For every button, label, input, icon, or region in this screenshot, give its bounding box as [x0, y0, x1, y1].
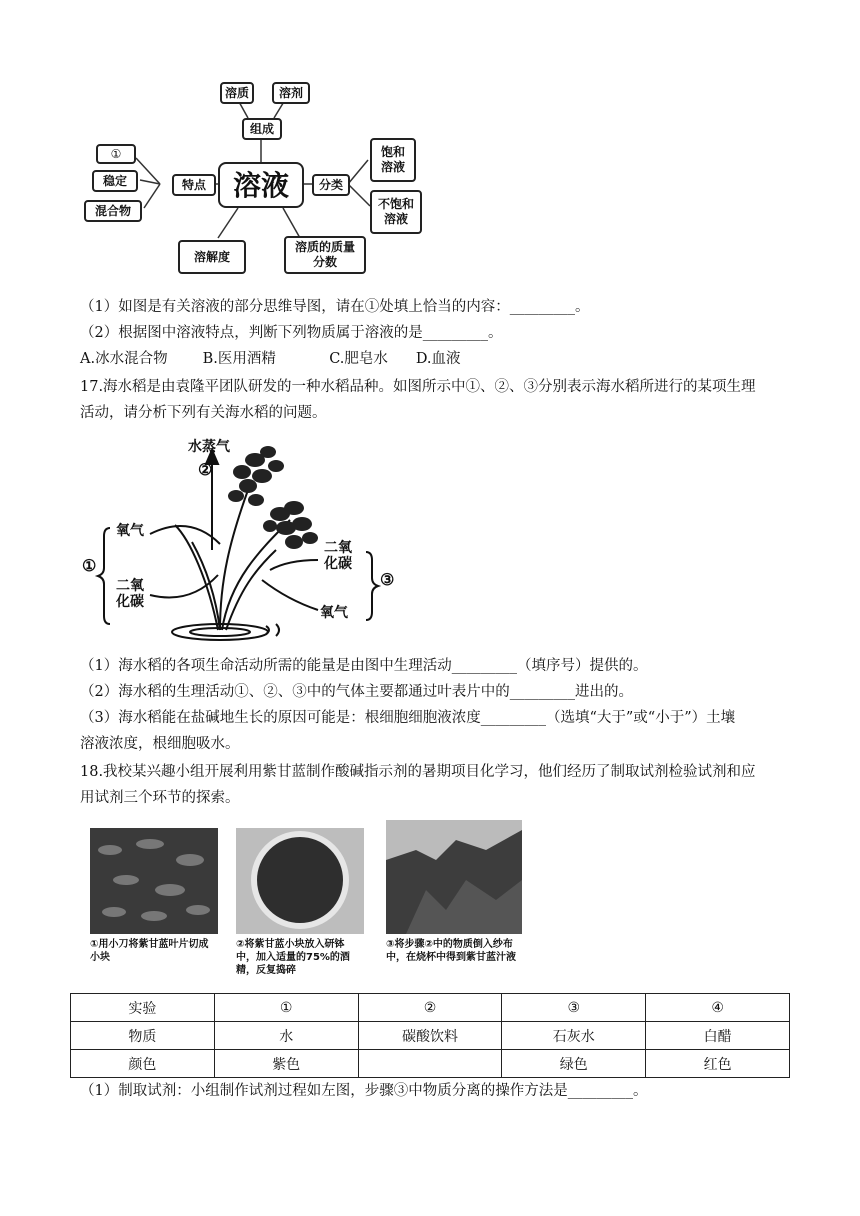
node-mixture: 混合物	[84, 200, 142, 222]
solution-mind-map	[78, 78, 438, 276]
table-row	[71, 1022, 790, 1050]
table-row	[71, 994, 790, 1022]
table-cell: ②	[358, 994, 502, 1022]
caption-step-2: ②将紫甘蓝小块放入研钵中，加入适量的75%的酒精，反复捣碎	[236, 939, 350, 976]
node-solution: 溶液	[218, 162, 304, 208]
table-cell: 颜色	[71, 1050, 215, 1078]
table-cell: 石灰水	[502, 1022, 646, 1050]
q18-part1: （1）制取试剂：小组制作试剂过程如左图，步骤③中物质分离的操作方法是_________。	[80, 1083, 648, 1099]
label-co2-right: 二氧化碳	[324, 540, 352, 572]
node-saturated: 饱和溶液	[370, 138, 416, 182]
q16-part1: （1）如图是有关溶液的部分思维导图，请在①处填上恰当的内容：_________。	[80, 299, 590, 315]
procedure-photos	[90, 820, 530, 990]
table-cell: 水	[214, 1022, 358, 1050]
q17-stem-line2: 活动，请分析下列有关海水稻的问题。	[80, 405, 327, 421]
node-solute: 溶质	[220, 82, 254, 104]
node-features: 特点	[172, 174, 216, 196]
caption-step-1: ①用小刀将紫甘蓝叶片切成小块	[90, 939, 209, 963]
q17-part1: （1）海水稻的各项生命活动所需的能量是由图中生理活动_________（填序号）提供的。	[80, 658, 648, 674]
table-cell: 物质	[71, 1022, 215, 1050]
table-cell	[358, 1050, 502, 1078]
label-oxygen-left: 氧气	[116, 523, 144, 539]
rice-plant-diagram	[80, 430, 410, 645]
label-water-vapor: 水蒸气	[188, 439, 230, 455]
q17-stem-line1: 17.海水稻是由袁隆平团队研发的一种水稻品种。如图所示中①、②、③分别表示海水稻所进行的某项生理	[80, 379, 756, 395]
photo-step-3	[386, 820, 522, 936]
table-cell: ③	[502, 994, 646, 1022]
label-oxygen-right: 氧气	[320, 605, 348, 621]
label-co2-left: 二氧化碳	[116, 578, 144, 610]
table-cell: 白醋	[646, 1022, 790, 1050]
q18-stem-line2: 用试剂三个环节的探索。	[80, 790, 240, 806]
q16-option-d: D.血液	[415, 351, 461, 367]
node-solubility: 溶解度	[178, 240, 246, 274]
photo-step-2	[236, 820, 364, 936]
label-activity-3: ③	[380, 570, 395, 589]
node-composition: 组成	[242, 118, 282, 140]
q16-part2: （2）根据图中溶液特点，判断下列物质属于溶液的是_________。	[80, 325, 503, 341]
table-cell: ④	[646, 994, 790, 1022]
caption-step-3: ③将步骤②中的物质倒入纱布中，在烧杯中得到紫甘蓝汁液	[386, 939, 516, 963]
q17-part3-line2: 溶液浓度，根细胞吸水。	[80, 736, 240, 752]
table-cell: 实验	[71, 994, 215, 1022]
node-solvent: 溶剂	[272, 82, 310, 104]
table-row	[71, 1050, 790, 1078]
label-activity-1: ①	[82, 556, 97, 575]
table-cell: 碳酸饮料	[358, 1022, 502, 1050]
q16-option-a: A.冰水混合物	[80, 351, 168, 367]
node-classification: 分类	[312, 174, 350, 196]
node-unsaturated: 不饱和溶液	[370, 190, 422, 234]
table-cell: 绿色	[502, 1050, 646, 1078]
q16-option-b: B.医用酒精	[202, 351, 276, 367]
label-activity-2: ②	[198, 460, 213, 479]
q16-options	[80, 348, 461, 370]
node-mass-fraction: 溶质的质量分数	[284, 236, 366, 274]
q17-part2: （2）海水稻的生理活动①、②、③中的气体主要都通过叶表片中的_________进出的。	[80, 684, 633, 700]
q17-part3-line1: （3）海水稻能在盐碱地生长的原因可能是：根细胞细胞液浓度_________（选填“大于”或“小于”）土壤	[80, 710, 736, 726]
node-stable: 稳定	[92, 170, 138, 192]
table-cell: 紫色	[214, 1050, 358, 1078]
q18-stem-line1: 18.我校某兴趣小组开展利用紫甘蓝制作酸碱指示剂的暑期项目化学习，他们经历了制取试剂检验试剂和应	[80, 764, 756, 780]
q16-option-c: C.肥皂水	[329, 351, 388, 367]
indicator-table	[70, 993, 790, 1078]
photo-step-1	[90, 820, 218, 936]
table-cell: 红色	[646, 1050, 790, 1078]
node-blank-1: ①	[96, 144, 136, 164]
table-cell: ①	[214, 994, 358, 1022]
